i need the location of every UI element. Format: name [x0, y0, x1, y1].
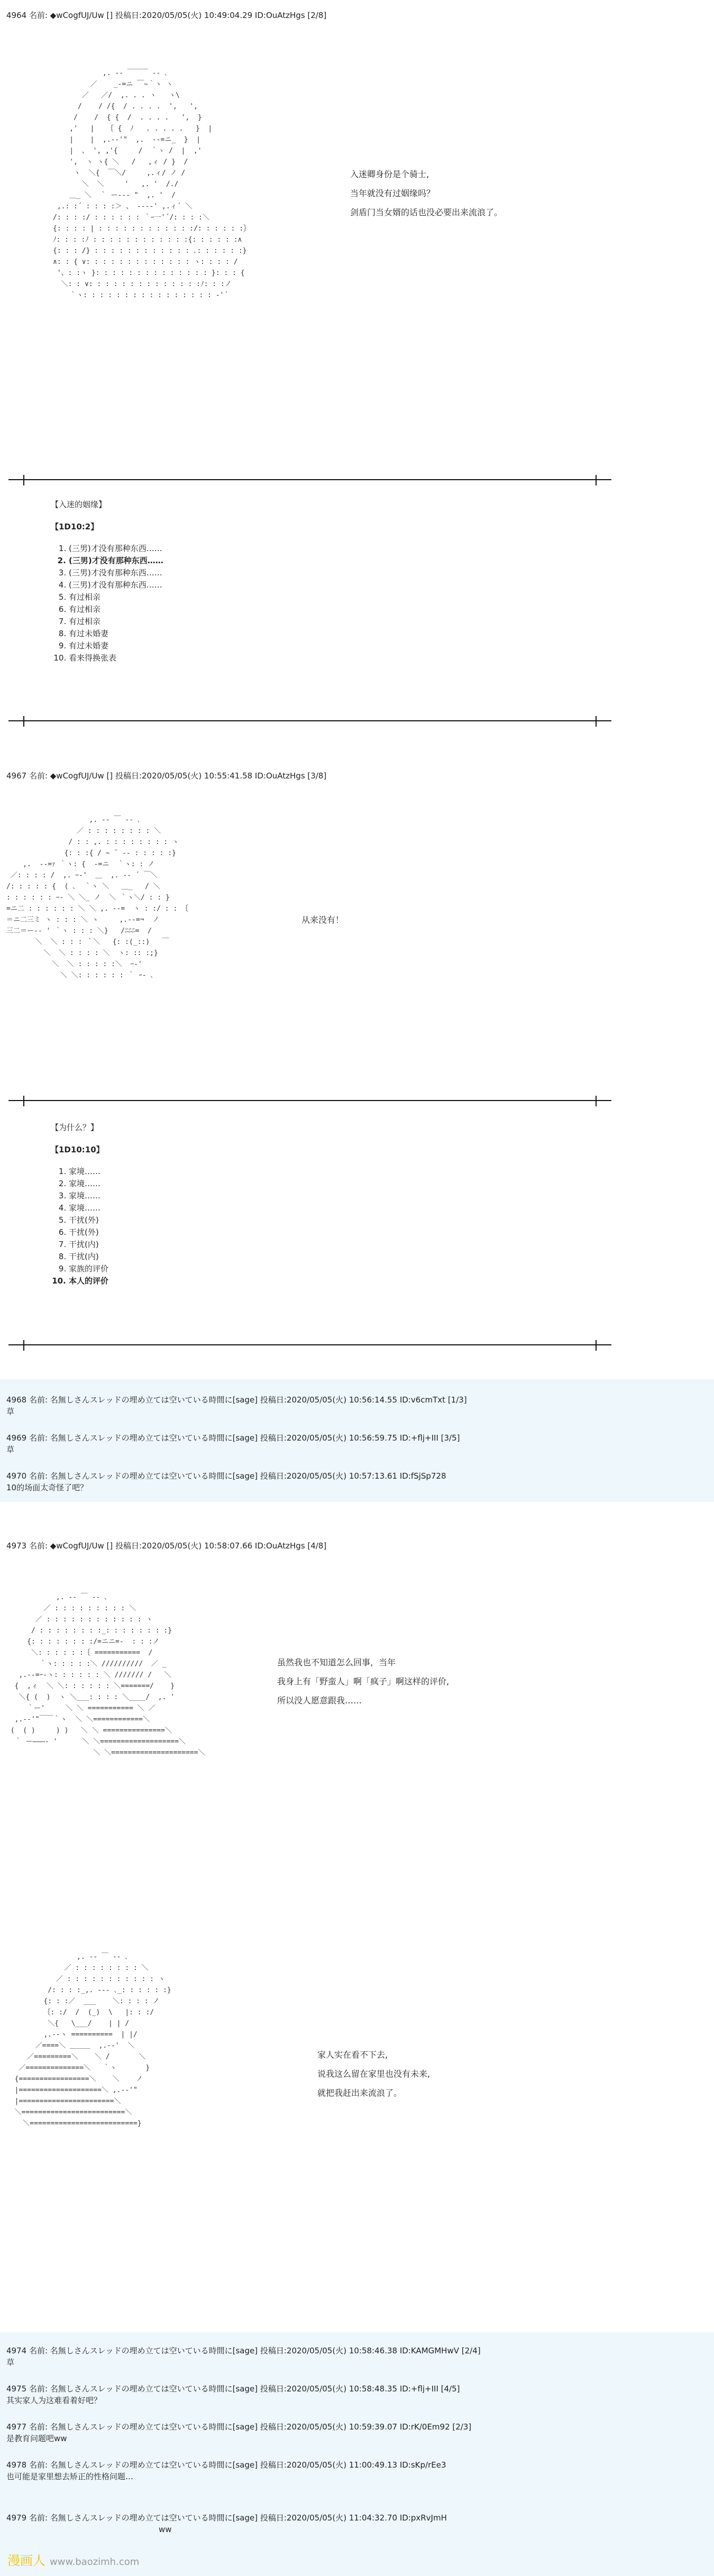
table-item: 9. 有过未婚妻 [69, 640, 163, 652]
watermark [7, 2550, 139, 2569]
table-item: 7. 有过相亲 [69, 616, 163, 628]
dice-result: 【1D10:10】 [51, 1145, 104, 1154]
table-item: 1. (三男)才没有那种东西…… [69, 543, 163, 555]
table-item: 6. 干扰(外) [69, 1226, 108, 1239]
watermark-brand: 漫画人 [7, 2553, 45, 2568]
response-block [0, 2332, 714, 2576]
post-header: 4973 名前: ◆wCogfUJ/Uw [] 投稿日:2020/05/05(火) 10:58:07.66 ID:OuAtzHgs [4/8] [6, 1541, 327, 1551]
watermark-url: www.baozimh.com [50, 2556, 140, 2568]
table-item: 3. (三男)才没有那种东西…… [69, 567, 163, 579]
table-title: 【入迷的姻缘】 [51, 500, 107, 509]
ascii-art-knight-lying: ,. -‐ ￣ ‐- ､ ／ : : : : : : : : : ＼ ／ : : : : : : : : : : : : ヽ / : : : : : : : :_: : : : : : : :} {: : : : : : : :/=ニニ=- : : :ノ ＼: : : : : :｛ =========== / ｀ヽ: : : : :＼ ////////// ／ _ ,.-‐=ｰ-ヽ: : : : : : ＼ /////// / ＼ { ,ィ ＼ ＼: : : : : : ＼=======/ } ＼{ ( ) ヽ ＼___: : : : ＼____/ ,. ' ｀ー' ＼ ＼ =========== ＼ ／ ,.-‐'"￣￣｀ヽ ＼ ＼============＼ ( ( ) ) ) ＼ ＼ ===============＼ ｀ ー―――‐ ' ＼ ＼===================＼ ＼ ＼=====================＼ [10, 1593, 205, 1757]
table-item: 10. 看来得换张表 [69, 652, 163, 664]
response-4975: 4975 名前: 名無しさんスレッドの埋め立ては空いている時間に[sage] 投稿日:2020/05/05(火) 10:58:48.35 ID:+flj+III [4/5] 其实家人为这难看着好吧？ [6, 2384, 460, 2405]
dialogue-4973-a: 虽然我也不知道怎么回事，当年 我身上有「野蛮人」啊「疯子」啊这样的评价, 所以没人愿意跟我…… [277, 1657, 450, 1706]
table-divider-bottom [8, 1344, 611, 1345]
dialogue-4964: 入迷卿身份是个骑士, 当年就没有过姻缘吗？ 剑盾门当女婿的话也没必要出来流浪了。 [350, 169, 503, 217]
table-divider-top [8, 479, 611, 480]
dice-result: 【1D10:2】 [51, 522, 99, 531]
table-item: 8. 有过未婚妻 [69, 628, 163, 640]
table-item: 2. 家境…… [69, 1178, 108, 1190]
table-item: 4. (三男)才没有那种东西…… [69, 579, 163, 591]
dice-table-reason [51, 1122, 108, 1287]
response-block [0, 1379, 714, 1502]
table-divider-top [8, 1100, 611, 1101]
dialogue-4967: 从来没有！ [301, 915, 344, 925]
dialogue-4973-b: 家人实在看不下去, 说我这么留在家里也没有未来, 就把我赶出来流浪了。 [317, 2050, 431, 2098]
table-item: 4. 家境…… [69, 1202, 108, 1214]
response-4968: 4968 名前: 名無しさんスレッドの埋め立ては空いている時間に[sage] 投稿日:2020/05/05(火) 10:56:14.55 ID:v6cmTxt [1/3] 草 [6, 1395, 467, 1416]
table-item: 8. 干扰(内) [69, 1251, 108, 1263]
table-item: 7. 干扰(内) [69, 1239, 108, 1251]
ascii-art-knight-seated: ,. -‐ ￣￣￣ ‐- ､ ／ _‐=ニ ￣~｀ヽ ヽ ／ ／/ ,. . . ヽ ヽ\ / / /{ / . . . . ', ', / / { { / . . . . ', } ,' | ｛ { ﾉ . . . . . } | | | ,.-‐'" ,. -‐=ニ_ } | | 、 ', ,'{ / ｀ヽ / | ,' ', ヽ ヽ{ ＼ / ,ィ / } / ヽ ＼{ ￣＼/ ,.ィ/ ノ / ＼ ＼ ' ,. ' /./ ＿_ ＼ ｀ ー--‐ " ,. ' / ,.: :´ : : : :＞ 、 ‐--‐' ,.ィ´ ＼ /: : : :/ : : : : : : ｀ｰ一'´/: : : :＼ {: : : : | : : : : : : : : : : : :/: : : : : :｝ ﾉ: : : :ﾉ : : : : : : : : : : : :{: : : : : :∧ {: : : /} : : : : : : : : : : : : ､: : : : : :} ∧: : { ∨: : : : : : : : : : : : : ヽ: : : : / '、: :ヽ }: : : : : : : : : : : : : : }: : : { ＼: : ∨: : : : : : : : : : : : : :ﾉ: : :ノ ｀ヽ: : : : : : : : : : : : : : : : ‐'´ [53, 69, 251, 299]
response-4974: 4974 名前: 名無しさんスレッドの埋め立ては空いている時間に[sage] 投稿日:2020/05/05(火) 10:58:46.38 ID:KAMGMHwV [2/4] 草 [6, 2346, 481, 2367]
dice-table-marriage [51, 499, 163, 664]
ascii-art-knight-kneeling: ,. -‐ ￣ ‐- ､ ／ : : : : : : : : ＼ ／ : : : : : : : : : : : ヽ /: : : :_,. ‐-‐ ､_: : : : : :} {: : :／ ___ ＼: : : : ノ ｛: :/ / (_) \ |: : :/ ＼{ \___/ | | / ,.-‐ヽ ========== | |/ ／====＼ ＿＿＿ ,.-‐' ＼ ／=========＼ ＼ / ＼ ／==============＼ ｀ヽ } {=================＼ ＼ ノ |====================＼ ,.-‐'" |=======================＼ ＼=========================＼ ＼==========================} [14, 1953, 171, 2128]
post-header: 4967 名前: ◆wCogfUJ/Uw [] 投稿日:2020/05/05(火) 10:55:41.58 ID:OuAtzHgs [3/8] [6, 771, 327, 781]
table-item: 5. 有过相亲 [69, 591, 163, 603]
post-header: 4964 名前: ◆wCogfUJ/Uw [] 投稿日:2020/05/05(火) 10:49:04.29 ID:OuAtzHgs [2/8] [6, 11, 327, 20]
response-4969: 4969 名前: 名無しさんスレッドの埋め立ては空いている時間に[sage] 投稿日:2020/05/05(火) 10:56:59.75 ID:+flj+III [3/5] 草 [6, 1433, 460, 1454]
table-title: 【为什么？】 [51, 1123, 99, 1132]
response-4970: 4970 名前: 名無しさんスレッドの埋め立ては空いている時間に[sage] 投稿日:2020/05/05(火) 10:57:13.61 ID:fSjSp728 10的场面太奇怪了吧？ [6, 1471, 446, 1492]
table-item: 6. 有过相亲 [69, 603, 163, 616]
table-item: 3. 家境…… [69, 1190, 108, 1202]
table-item-rolled: 10. 本人的评价 [69, 1275, 108, 1287]
table-item: 1. 家境…… [69, 1166, 108, 1178]
table-item: 9. 家族的评价 [69, 1263, 108, 1275]
post-4967 [6, 770, 708, 782]
post-4964 [6, 10, 708, 21]
table-divider-bottom [8, 720, 611, 721]
table-item-rolled: 2. (三男)才没有那种东西…… [69, 555, 163, 567]
response-4977: 4977 名前: 名無しさんスレッドの埋め立ては空いている時間に[sage] 投稿日:2020/05/05(火) 10:59:39.07 ID:rK/0Em92 [2/3] 是教育问题吧ww [6, 2422, 472, 2443]
response-4978: 4978 名前: 名無しさんスレッドの埋め立ては空いている時間に[sage] 投稿日:2020/05/05(火) 11:00:49.13 ID:sKp/rEe3 也可能是家里想去矫正的性格问题… [6, 2460, 446, 2481]
post-4973 [6, 1540, 708, 1552]
ascii-art-knight-bowing: ,. -‐ ￣ ‐- ､ ／ : : : : : : : : ＼ / : : ,. : : : : : : : : ヽ {: : :{ / ~ ¨ ‐- : : : : :} ,. -‐=ｧ ｀ヽ: { ‐=ニ ｀ヽ: : ノ ／: : : : / ,. ｰ‐' ＿ ,. -‐ ´ ￣＼ /: : : : : { ( ､ ｀ヽ ＼ ＿_ / ＼ : : : : : : ｰ- ＼ ＼_ ノ ＼ ｀ヽ＼/ : : } =ニ二 : : : : : : ＼ ＼ ,. -‐= ヽ : :/ : : ｛ ＝ニ二三ミ ヽ : : : ＼ ヽ ,.-‐=¬ ノ 三二＝ー-‐ ' ｀ヽ : : : ＼} /ﾆﾆﾆ= / ＼ ＼ : : : ｀＼ {: :(_::) ￣ ＼ ＼ : : : : ＼ ヽ: :: :;} ＼ ＼ : : : : :＼ ｰ‐' ＼ ＼: : : : : : ｀ ｰ- ､ [6, 816, 189, 979]
table-item: 5. 干扰(外) [69, 1214, 108, 1226]
response-4979: 4979 名前: 名無しさんスレッドの埋め立ては空いている時間に[sage] 投稿日:2020/05/05(火) 11:04:32.70 ID:pxRvJmH ww [6, 2513, 447, 2534]
